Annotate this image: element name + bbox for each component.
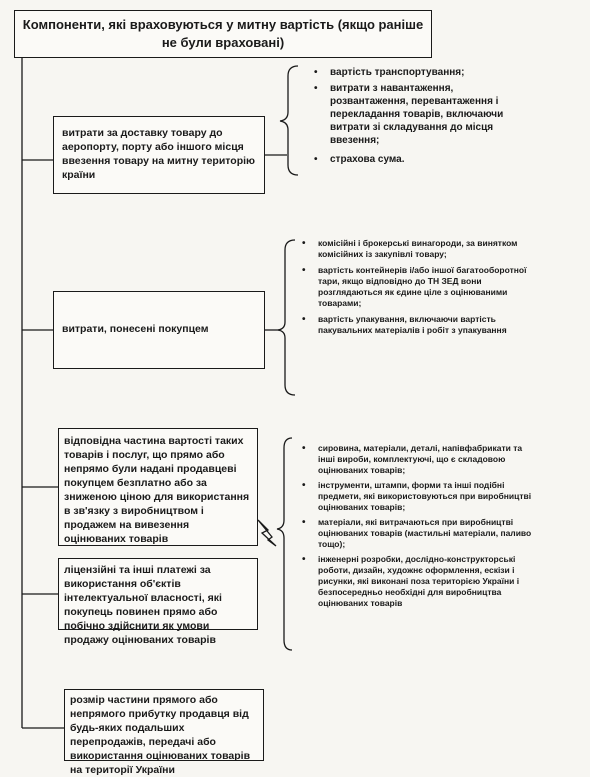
component-box-buyer-costs xyxy=(53,291,265,369)
title-box xyxy=(14,10,432,58)
list-item xyxy=(300,443,538,476)
bullet-icon: • xyxy=(314,67,318,78)
list-item xyxy=(300,480,538,513)
list-item-text: вартість упакування, включаючи вартість пакувальних матеріалів і робіт з упакування xyxy=(318,314,507,335)
component-label: ліцензійні та інші платежі за використання об'єктів інтелектуальної власності, які покупець повинен прямо або побічно здійснити як умови продажу оцінюваних товарів xyxy=(64,564,222,646)
component-box-goods-services xyxy=(58,428,258,546)
list-item-text: інструменти, штампи, форми та інші подібні предмети, які використовуються при виробництві оцінюваних товарів; xyxy=(318,480,532,512)
component-box-profit-share xyxy=(64,689,264,776)
list-item xyxy=(312,66,532,79)
bullet-icon: • xyxy=(302,517,306,528)
list-item xyxy=(300,265,532,309)
component-box-license-payments xyxy=(58,558,258,646)
buyer-costs-details-list xyxy=(300,238,532,341)
list-item-text: комісійні і брокерські винагороди, за винятком комісійних із закупівлі товару; xyxy=(318,238,518,259)
brace-2 xyxy=(278,240,295,395)
list-item-text: витрати з навантаження, розвантаження, перевантаження і перекладання товарів, включаючи витрати зі складування до місця ввезення; xyxy=(330,83,504,146)
list-item-text: вартість контейнерів і/або іншої багатооборотної тари, якщо відповідно до ТН ЗЕД вони розглядаються як єдине ціле з оцінюваними товарами; xyxy=(318,265,527,308)
brace-3 xyxy=(277,438,292,650)
bullet-icon: • xyxy=(302,443,306,454)
list-item xyxy=(300,314,532,336)
bullet-icon: • xyxy=(302,480,306,491)
bullet-icon: • xyxy=(302,554,306,565)
list-item xyxy=(312,153,532,166)
lightning-symbol xyxy=(258,520,276,546)
list-item xyxy=(312,82,532,147)
bullet-icon: • xyxy=(302,265,306,276)
goods-services-details-list xyxy=(300,443,538,613)
component-box-delivery xyxy=(53,116,265,194)
diagram-title: Компоненти, які враховуються у митну вартість (якщо раніше не були враховані) xyxy=(22,17,424,50)
component-label: розмір частини прямого або непрямого прибутку продавця від будь-яких подальших перепродажів, передачі або використання оцінюваних товарів на території України xyxy=(70,694,251,776)
delivery-details-list xyxy=(312,66,532,169)
list-item-text: інженерні розробки, дослідно-конструкторські роботи, дизайн, художнє оформлення, ескізи і рисунки, які виконані поза територією України і безпосередньо необхідні для виробництва оцінюваних товарів xyxy=(318,554,520,608)
list-item xyxy=(300,517,538,550)
list-item xyxy=(300,238,532,260)
list-item xyxy=(300,554,538,609)
component-label: витрати за доставку товару до аеропорту, порту або іншого місця ввезення товару на митну територію країни xyxy=(62,127,255,181)
bullet-icon: • xyxy=(314,83,318,94)
list-item-text: матеріали, які витрачаються при виробництві оцінюваних товарів (мастильні матеріали, паливо тощо); xyxy=(318,517,532,549)
list-item-text: сировина, матеріали, деталі, напівфабрикати та інші вироби, комплектуючі, що є складовою оцінюваних товарів; xyxy=(318,443,523,475)
component-label: витрати, понесені покупцем xyxy=(62,323,209,335)
list-item-text: вартість транспортування; xyxy=(330,67,465,78)
component-label: відповідна частина вартості таких товарів і послуг, що прямо або непрямо були надані продавцеві покупцем безплатно або за зниженою ціною для використання в зв'язку з виробництвом і продажем на вивезення оцінюваних товарів xyxy=(64,435,250,545)
bullet-icon: • xyxy=(302,238,306,249)
list-item-text: страхова сума. xyxy=(330,154,405,165)
bullet-icon: • xyxy=(302,314,306,325)
bullet-icon: • xyxy=(314,154,318,165)
brace-1 xyxy=(280,66,298,175)
